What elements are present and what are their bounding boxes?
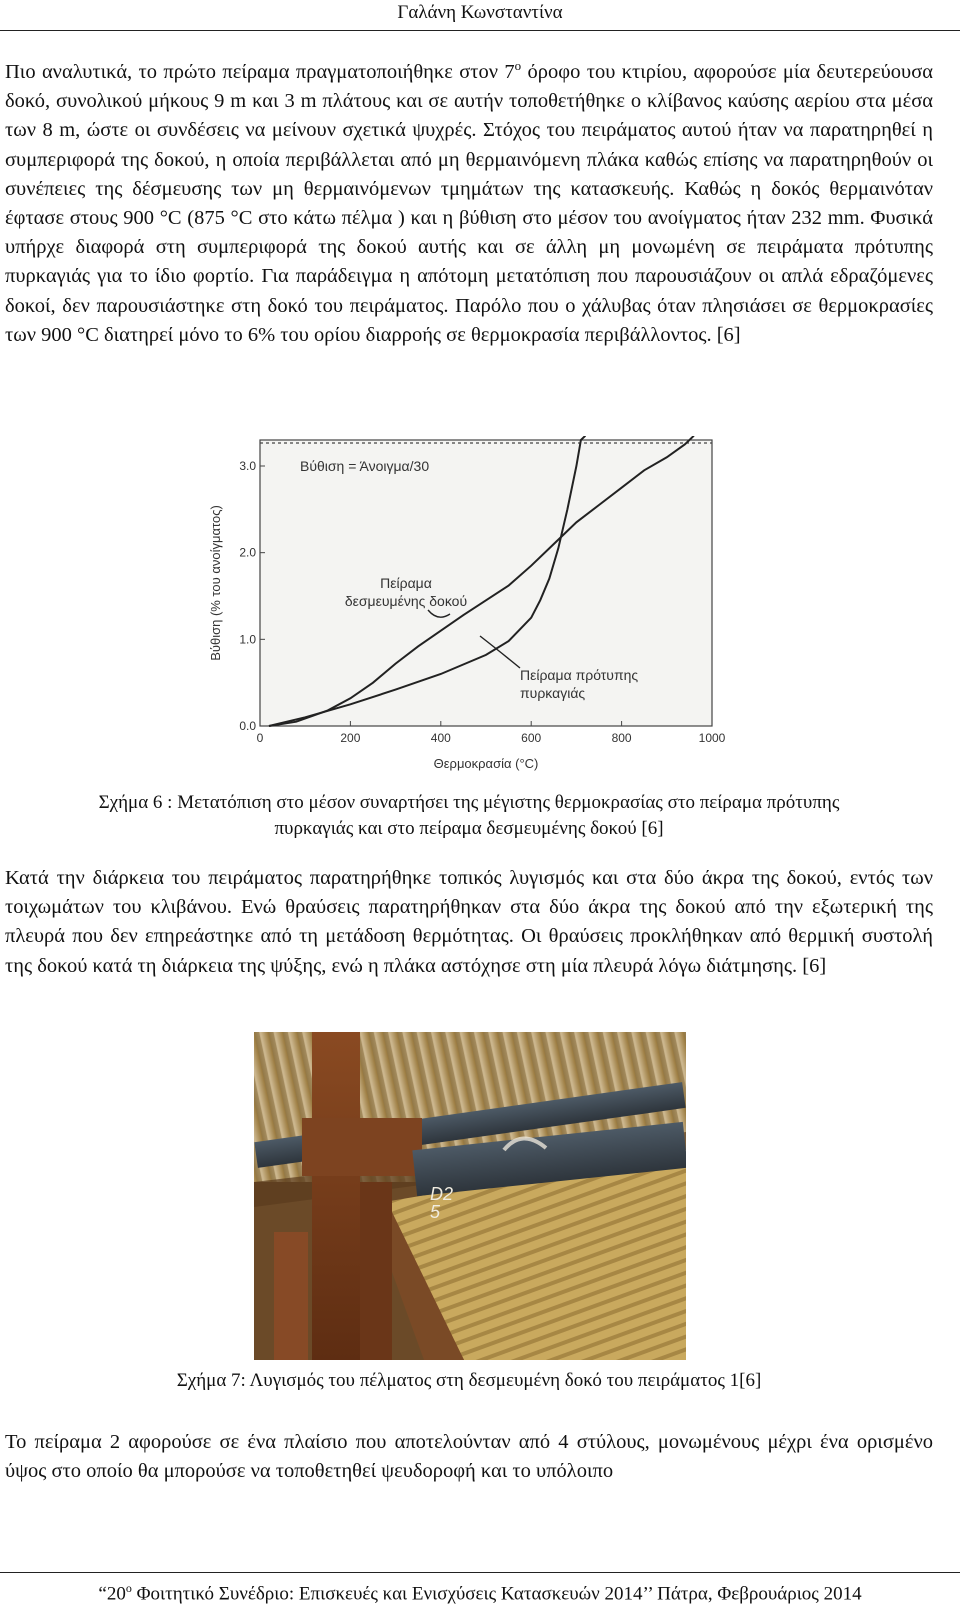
x-tick-label: 600 [521, 731, 542, 745]
header-author: Γαλάνη Κωνσταντίνα [397, 2, 563, 23]
x-tick-label: 800 [611, 731, 632, 745]
footer-text: Φοιτητικό Συνέδριο: Επισκευές και Ενισχύσεις Κατασκευών 2014’’ Πάτρα, Φεβρουάριος 2014 [131, 1583, 862, 1605]
page-footer [0, 1572, 960, 1611]
figure-6-chart [198, 436, 738, 782]
y-axis-title: Βύθιση (% του ανοίγματος) [208, 505, 223, 661]
figure-6-caption [5, 790, 933, 842]
ordinal-superscript: ο [514, 58, 522, 74]
ordinal-superscript: ο [125, 1581, 132, 1595]
caption-line: Σχήμα 6 : Μετατόπιση στο μέσον συναρτήσει της μέγιστης θερμοκρασίας στο πείραμα πρότυπης [98, 792, 840, 813]
photo-marking: D2 5 [430, 1184, 454, 1222]
paragraph-text: Πιο αναλυτικά, το πρώτο πείραμα πραγματοποιήθηκε στον 7 [5, 61, 515, 83]
y-tick-label: 3.0 [239, 459, 256, 473]
paragraph-experiment-2 [5, 1428, 933, 1486]
caption-text: Σχήμα 7: Λυγισμός του πέλματος στη δεσμευμένη δοκό του πειράματος 1[6] [176, 1370, 762, 1391]
paragraph-buckling [5, 864, 933, 981]
y-tick-label: 1.0 [239, 632, 256, 647]
series-label: δεσμευμένης δοκού [344, 593, 468, 609]
series-label: πυρκαγιάς [520, 685, 586, 701]
reference-line-label: Βύθιση = Άνοιγμα/30 [300, 458, 430, 474]
series-label: Πείραμα πρότυπης [520, 667, 639, 683]
x-tick-label: 0 [256, 731, 264, 745]
x-tick-label: 1000 [698, 731, 726, 745]
deflection-temperature-chart [198, 436, 738, 782]
paragraph-text: όροφο του κτιρίου, αφορούσε μία δευτερεύουσα δοκό, συνολικού μήκους 9 m και 3 m πλάτους και σε αυτήν τοποθετήθηκε ο κλίβανος καύσης αερίου στα μέσα των 8 m, ώστε οι συνδέσεις να μείνουν σχετικά ψυχρές. Στόχος του πειράματος αυτού ήταν να παρατηρηθεί η συμπεριφορά της δοκού, η οποία περιβάλλεται από μη θερμαινόμενη πλάκα καθώς επίσης να παρατηρηθούν οι συνέπειες της δέσμευσης των μη θερμαινόμενων τμημάτων της κατασκευής. Καθώς η δοκός θερμαινόταν έφτασε στους 900 °C (875 °C στο κάτω πέλμα ) και η βύθιση στο μέσον του ανοίγματος ήταν 232 mm. Φυσικά υπήρχε διαφορά στη συμπεριφορά της δοκού αυτής και σε άλλη μη μονωμένη σε πειράματα πρότυπης πυρκαγιάς για το ίδιο φορτίο. Για παράδειγμα η απότομη μετατόπιση που παρουσιάζουν οι απλά εδραζόμενες δοκοί, δεν παρουσιάστηκε στη δοκό του πειράματος. Παρόλο που ο χάλυβας όταν πλησιάσει σε θερμοκρασίες των 900 °C διατηρεί μόνο το 6% του ορίου διαρροής σε θερμοκρασία περιβάλλοντος. [6] [5, 61, 933, 346]
y-tick-label: 2.0 [239, 545, 256, 560]
buckled-beam-photo [254, 1032, 686, 1360]
x-axis-title: Θερμοκρασία (°C) [433, 756, 539, 771]
footer-text: “20 [98, 1583, 126, 1605]
x-tick-label: 200 [340, 731, 361, 745]
paragraph-text: Κατά την διάρκεια του πειράματος παρατηρήθηκε τοπικός λυγισμός και στα δύο άκρα της δοκού, εντός των τοιχωμάτων του κλιβάνου. Ενώ θραύσεις παρατηρήθηκαν στα δύο άκρα της δοκού από την εξωτερική της πλευρά που δεν επηρεάστηκε από τη μετάδοση θερμότητας. Οι θραύσεις προκλήθηκαν από θερμική συστολή της δοκού κατά τη διάρκεια της ψύξης, ενώ η πλάκα αστόχησε στη μία πλευρά λόγω διάτμησης. [6] [5, 867, 933, 977]
x-tick-label: 400 [430, 731, 451, 745]
caption-line: πυρκαγιάς και στο πείραμα δεσμευμένης δοκού [6] [274, 818, 664, 839]
plot-frame [260, 440, 712, 726]
page-header [0, 0, 960, 31]
series-label: Πείραμα [380, 575, 432, 591]
paragraph-text: Το πείραμα 2 αφορούσε σε ένα πλαίσιο που αποτελούνταν από 4 στύλους, μονωμένους μέχρι ένα ορισμένο ύψος στο οποίο θα μπορούσε να τοποθετηθεί ψευδοροφή και το υπόλοιπο [5, 1431, 933, 1483]
paragraph-experiment-1 [5, 58, 933, 350]
figure-7-caption [5, 1368, 933, 1394]
y-tick-label: 0.0 [239, 719, 256, 733]
figure-7-photo [254, 1032, 686, 1360]
